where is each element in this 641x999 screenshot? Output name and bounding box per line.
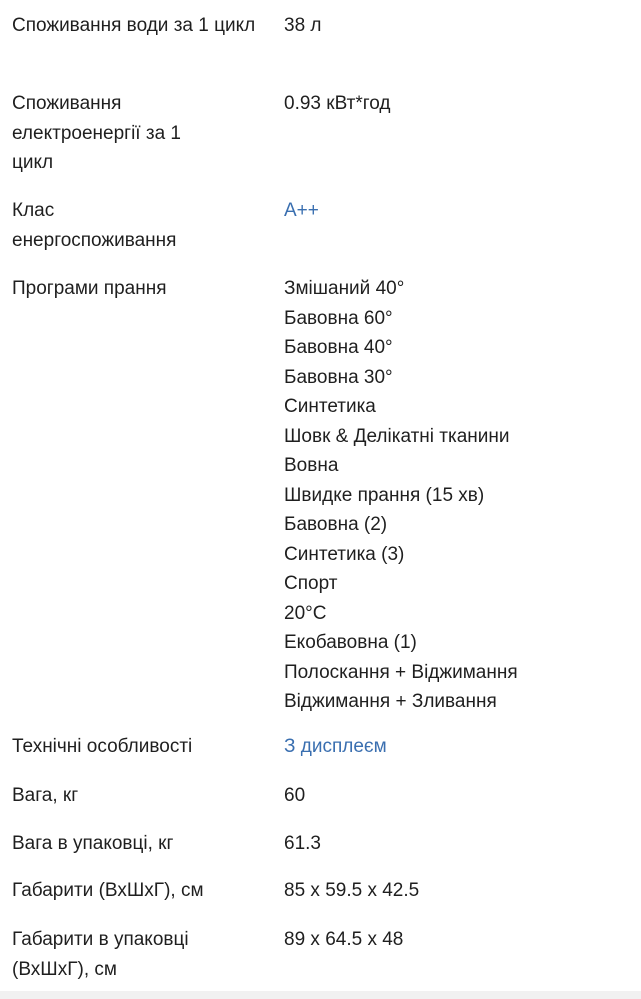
spec-label: Програми прання (12, 278, 167, 299)
bottom-divider (0, 991, 641, 999)
list-item: Шовк & Делікатні тканини (284, 425, 510, 447)
list-item: Змішаний 40° (284, 278, 405, 299)
spec-value: 38 л (284, 15, 322, 36)
list-item: 20°C (284, 602, 327, 624)
wash-programs-list (284, 274, 634, 717)
list-item: Синтетика (3) (284, 543, 405, 565)
spec-label: Вага в упаковці, кг (12, 833, 174, 854)
spec-label: Вага, кг (12, 785, 79, 806)
spec-label: Габарити (ВхШхГ), см (12, 880, 204, 901)
list-item: Спорт (284, 573, 338, 594)
spec-value: 60 (284, 785, 306, 806)
spec-label: Споживання електроенергії за 1 цикл (12, 93, 181, 173)
energy-class-link[interactable]: A++ (284, 200, 319, 221)
list-item: Бавовна 40° (284, 337, 393, 358)
technical-features-link[interactable]: З дисплеєм (284, 736, 387, 757)
spec-value: 61.3 (284, 833, 321, 854)
wash-programs-list-container (284, 274, 634, 717)
spec-value: 0.93 кВт*год (284, 93, 391, 114)
spec-label: Клас енергоспоживання (12, 200, 177, 251)
list-item: Бавовна 30° (284, 366, 393, 388)
list-item: Віджимання + Зливання (284, 691, 497, 712)
list-item: Полоскання + Віджимання (284, 661, 518, 683)
list-item: Екобавовна (1) (284, 632, 417, 653)
list-item: Швидке прання (15 хв) (284, 484, 485, 506)
spec-value: 89 x 64.5 x 48 (284, 929, 404, 950)
spec-value: 85 x 59.5 x 42.5 (284, 880, 420, 901)
spec-label: Технічні особливості (12, 736, 193, 757)
spec-label: Габарити в упаковці (ВхШхГ), см (12, 929, 189, 980)
list-item: Бавовна (2) (284, 514, 388, 535)
list-item: Бавовна 60° (284, 307, 393, 329)
list-item: Вовна (284, 455, 339, 476)
list-item: Синтетика (284, 396, 376, 417)
spec-label: Споживання води за 1 цикл (12, 15, 256, 36)
